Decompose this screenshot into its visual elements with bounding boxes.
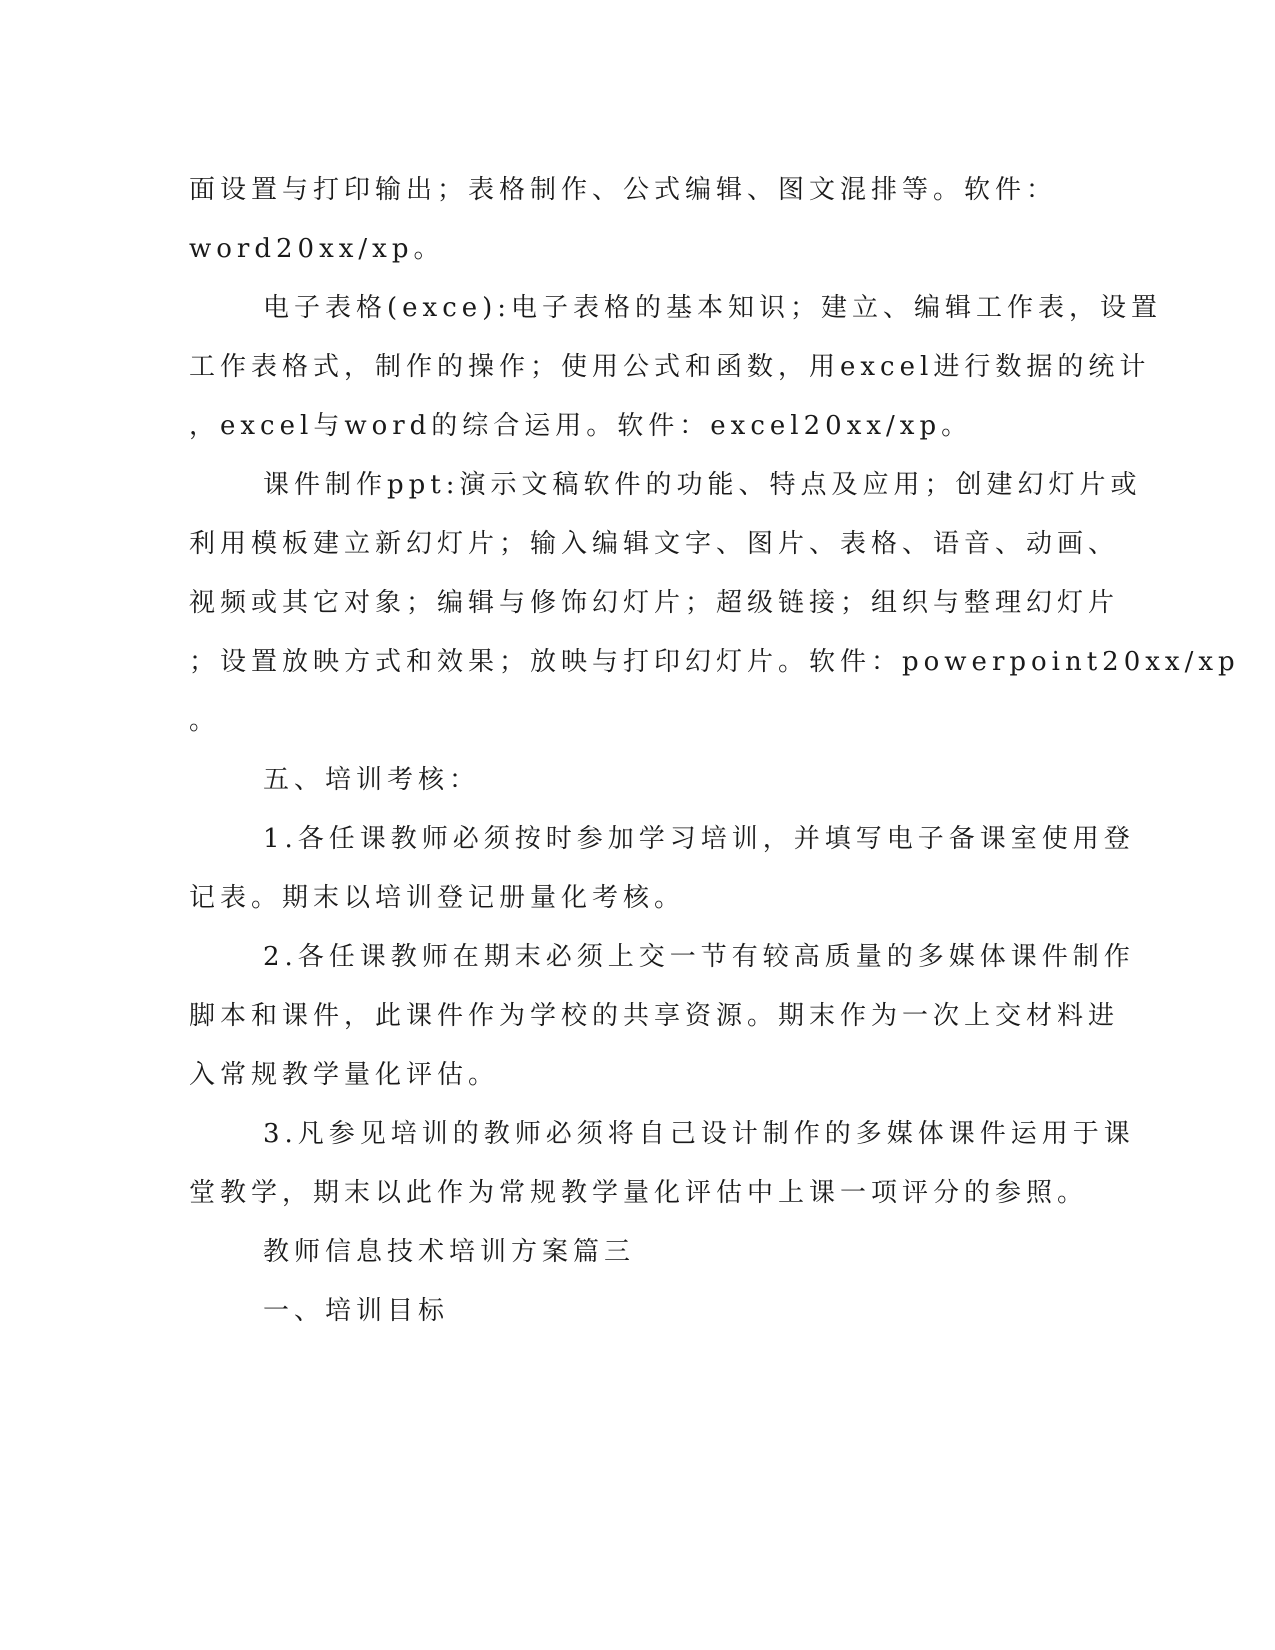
text-line: ，excel与word的综合运用。软件：excel20xx/xp。 [189,411,973,441]
text-line: 入常规教学量化评估。 [189,1060,500,1090]
text-line: 2.各任课教师在期末必须上交一节有较高质量的多媒体课件制作 [263,942,1135,972]
text-line: 记表。期末以培训登记册量化考核。 [189,883,686,913]
text-line: 利用模板建立新幻灯片；输入编辑文字、图片、表格、语音、动画、 [189,529,1120,559]
text-line: 。 [189,706,221,736]
text-line: 工作表格式，制作的操作；使用公式和函数，用excel进行数据的统计 [189,352,1151,382]
text-line: 堂教学，期末以此作为常规教学量化评估中上课一项评分的参照。 [189,1178,1089,1208]
text-line: 电子表格(exce):电子表格的基本知识；建立、编辑工作表，设置 [263,293,1163,323]
text-line: 面设置与打印输出；表格制作、公式编辑、图文混排等。软件： [189,175,1058,205]
text-line: 脚本和课件，此课件作为学校的共享资源。期末作为一次上交材料进 [189,1001,1120,1031]
text-line: 课件制作ppt:演示文稿软件的功能、特点及应用；创建幻灯片或 [263,470,1142,500]
section-heading: 五、培训考核： [263,765,481,795]
text-line: 1.各任课教师必须按时参加学习培训，并填写电子备课室使用登 [263,824,1135,854]
section-title: 教师信息技术培训方案篇三 [263,1237,636,1267]
text-line: 视频或其它对象；编辑与修饰幻灯片；超级链接；组织与整理幻灯片 [189,588,1120,618]
text-line: word20xx/xp。 [189,234,445,264]
section-heading: 一、培训目标 [263,1296,450,1326]
text-line: 3.凡参见培训的教师必须将自己设计制作的多媒体课件运用于课 [263,1119,1135,1149]
text-line: ；设置放映方式和效果；放映与打印幻灯片。软件：powerpoint20xx/xp [189,647,1240,677]
